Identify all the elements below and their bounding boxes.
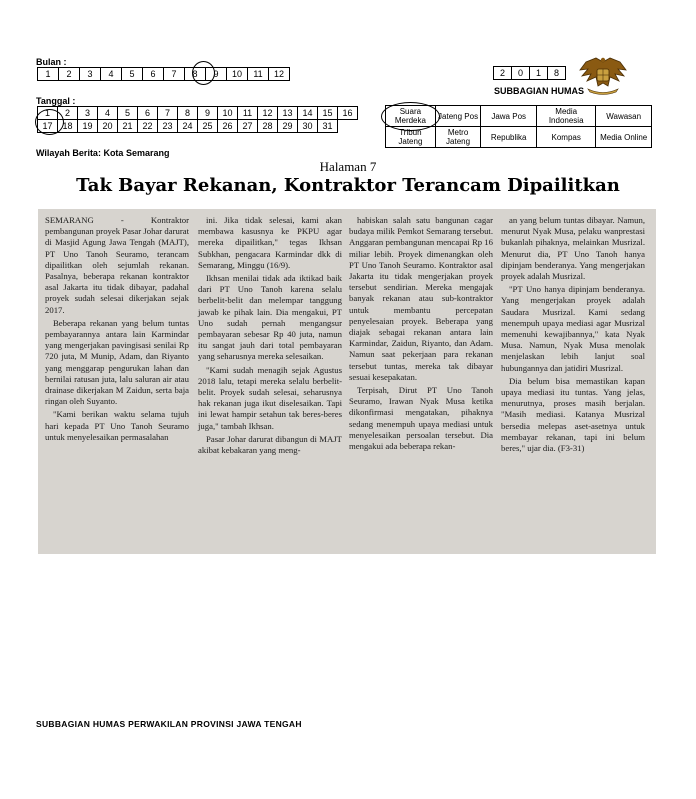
day-cell-21: 21 <box>118 120 138 133</box>
headline: Tak Bayar Rekanan, Kontraktor Terancam Dipailitkan <box>76 175 620 196</box>
day-cell-12: 12 <box>258 107 278 120</box>
month-cell-7: 7 <box>164 68 185 81</box>
day-cell-30: 30 <box>298 120 318 133</box>
garuda-emblem-icon <box>578 56 628 96</box>
agency-name: SUBBAGIAN HUMAS <box>494 86 584 96</box>
day-cell-27: 27 <box>238 120 258 133</box>
wilayah-berita: Wilayah Berita: Kota Semarang <box>36 148 170 158</box>
day-cell-1: 1 <box>38 107 58 120</box>
day-cell-10: 10 <box>218 107 238 120</box>
day-cell-4: 4 <box>98 107 118 120</box>
year-digit-1: 1 <box>530 67 548 80</box>
day-cell-20: 20 <box>98 120 118 133</box>
article-paragraph: Pasar Johar darurat dibangun di MAJT akibat kebakaran yang meng- <box>198 433 342 456</box>
year-digit-2: 2 <box>494 67 512 80</box>
day-cell-31: 31 <box>318 120 338 133</box>
month-cell-10: 10 <box>227 68 248 81</box>
article-paragraph: Dia belum bisa memastikan kapan upaya mediasi itu tuntas. Yang jelas, menurutnya, proses masih berjalan. "Masih mediasi. Katanya Musrizal bersedia melepas aset-asetnya untuk membayar rekanan, tapi ini belum beres," ujar dia. (F3-31) <box>501 375 645 454</box>
day-cell-15: 15 <box>318 107 338 120</box>
article-paragraph: "Kami berikan waktu selama tujuh hari kepada PT Uno Tanoh Seuramo untuk menyelesaikan permasalahan <box>45 409 189 442</box>
day-cell-3: 3 <box>78 107 98 120</box>
month-cell-5: 5 <box>122 68 143 81</box>
article-paragraph: an yang belum tuntas dibayar. Namun, menurut Nyak Musa, pelaku wanprestasi bukanlah pihaknya, melainkan Musrizal. Menurut dia, PT Uno Tanoh hanya dipinjam benderanya. Yang mengerjakan proyek adalah Musrizal. <box>501 215 645 282</box>
article-column-4 <box>501 215 645 454</box>
media-kompas: Kompas <box>537 127 596 148</box>
day-cell-11: 11 <box>238 107 258 120</box>
media-wawasan: Wawasan <box>596 106 652 127</box>
media-jateng-pos: Jateng Pos <box>435 106 481 127</box>
month-cell-12: 12 <box>269 68 290 81</box>
day-cell-26: 26 <box>218 120 238 133</box>
year-box <box>493 66 566 80</box>
month-cell-1: 1 <box>38 68 59 81</box>
day-cell-28: 28 <box>258 120 278 133</box>
day-cell-13: 13 <box>278 107 298 120</box>
day-cell-5: 5 <box>118 107 138 120</box>
day-cell-29: 29 <box>278 120 298 133</box>
day-cell-7: 7 <box>158 107 178 120</box>
month-grid <box>37 67 290 81</box>
media-jawa-pos: Jawa Pos <box>481 106 537 127</box>
day-cell-8: 8 <box>178 107 198 120</box>
year-digit-0: 0 <box>512 67 530 80</box>
page-number: Halaman 7 <box>319 159 377 174</box>
media-media-indonesia: Media Indonesia <box>537 106 596 127</box>
article-paragraph: "Kami sudah menagih sejak Agustus 2018 lalu, tetapi mereka selalu berbelit-belit. Proyek sudah selesai, seharusnya hak rekanan juga ikut diselesaikan. Tapi ini lewat hampir setahun tak beres-beres juga," tambah Ikhsan. <box>198 364 342 431</box>
year-digit-8: 8 <box>548 67 566 80</box>
article-paragraph: Beberapa rekanan yang belum tuntas pembayarannya antara lain Karmindar yang mengerjakan pavingisasi senilai Rp 720 juta, M Munip, Adam, dan Riyanto yang menggarap pengurukan lahan dan bernilai ratusan juta, lalu saluran air atau drainase dikerjakan M Zaidun, serta baja ringan oleh Suyanto. <box>45 317 189 407</box>
month-cell-8: 8 <box>185 68 206 81</box>
newspaper-clipping <box>38 209 656 554</box>
day-cell-25: 25 <box>198 120 218 133</box>
day-cell-2: 2 <box>58 107 78 120</box>
day-cell-9: 9 <box>198 107 218 120</box>
article-paragraph: SEMARANG - Kontraktor pembangunan proyek Pasar Johar darurat di Masjid Agung Jawa Tengah (MAJT), PT Uno Tanoh Seuramo, terancam dipailitkan oleh sejumlah rekanan. Pasalnya, beberapa rekanan kontraktor asal Jakarta itu tidak dibayar, padahal proyek sudah selesai dikerjakan sejak 2017. <box>45 215 189 315</box>
article-paragraph: Terpisah, Dirut PT Uno Tanoh Seuramo, Irawan Nyak Musa ketika dikonfirmasi mengatakan, pihaknya sedang menempuh upaya mediasi untuk menyelesaikan persoalan tersebut. Dia mengakui ada beberapa rekan- <box>349 385 493 452</box>
day-grid <box>37 106 358 133</box>
article-paragraph: "PT Uno hanya dipinjam benderanya. Yang mengerjakan proyek adalah Saudara Musrizal. Kami sedang menempuh upaya mediasi agar Musrizal memenuhi kewajibannya," kata Nyak Musa. Namun, Nyak Musa menolak menjelaskan lebih lanjut soal hubungannya dan jatidiri Musrizal. <box>501 284 645 373</box>
bulan-label: Bulan : <box>36 57 67 67</box>
article-column-3 <box>349 215 493 452</box>
month-cell-6: 6 <box>143 68 164 81</box>
day-cell-17: 17 <box>38 120 58 133</box>
day-cell-22: 22 <box>138 120 158 133</box>
footer-agency: SUBBAGIAN HUMAS PERWAKILAN PROVINSI JAWA TENGAH <box>36 719 302 729</box>
day-cell-14: 14 <box>298 107 318 120</box>
article-paragraph: habiskan salah satu bangunan cagar budaya milik Pemkot Semarang tersebut. Anggaran pembangunan mencapai Rp 16 miliar lebih. Proyek dimenangkan oleh PT Uno Tanoh Seuramo. Kontraktor asal Jakarta itu tidak mengerjakan proyek tersebut sendirian. Mereka mengajak banyak rekanan atau sub-kontraktor untuk membantu percepatan penyelesaian proyek. Beberapa yang diajak sebagai rekanan antara lain Karmindar, Zaidun, Riyanto, dan Adam. Namun saat pekerjaan para rekanan tersebut tuntas, mereka tak dibayar sesuai kesepakatan. <box>349 215 493 382</box>
article-column-2 <box>198 215 342 456</box>
media-table <box>385 105 652 148</box>
article-column-1 <box>45 215 189 443</box>
tanggal-label: Tanggal : <box>36 96 76 106</box>
media-tribun-jateng: Tribun Jateng <box>386 127 436 148</box>
month-cell-11: 11 <box>248 68 269 81</box>
day-cell-18: 18 <box>58 120 78 133</box>
media-metro-jateng: Metro Jateng <box>435 127 481 148</box>
day-cell-24: 24 <box>178 120 198 133</box>
day-cell-19: 19 <box>78 120 98 133</box>
article-paragraph: Ikhsan menilai tidak ada iktikad baik dari PT Uno Tanoh karena selalu berbelit-belit dan melempar tanggung jawab ke pihak lain. Dia mengakui, PT Uno sudah pernah mengangsur pembayaran sebesar Rp 40 juta, namun itu sangat jauh dari total pembayaran yang seharusnya mereka selesaikan. <box>198 273 342 362</box>
day-cell-16: 16 <box>338 107 358 120</box>
day-cell-6: 6 <box>138 107 158 120</box>
article-paragraph: ini. Jika tidak selesai, kami akan membawa kasusnya ke PKPU agar mereka dipailitkan," tegas Ikhsan Subkhan, pengacara Karmindar dkk di Semarang, Minggu (16/9). <box>198 215 342 270</box>
month-cell-3: 3 <box>80 68 101 81</box>
media-suara-merdeka: Suara Merdeka <box>386 106 436 127</box>
month-cell-2: 2 <box>59 68 80 81</box>
media-media-online: Media Online <box>596 127 652 148</box>
media-republika: Republika <box>481 127 537 148</box>
month-cell-4: 4 <box>101 68 122 81</box>
day-cell-23: 23 <box>158 120 178 133</box>
month-cell-9: 9 <box>206 68 227 81</box>
